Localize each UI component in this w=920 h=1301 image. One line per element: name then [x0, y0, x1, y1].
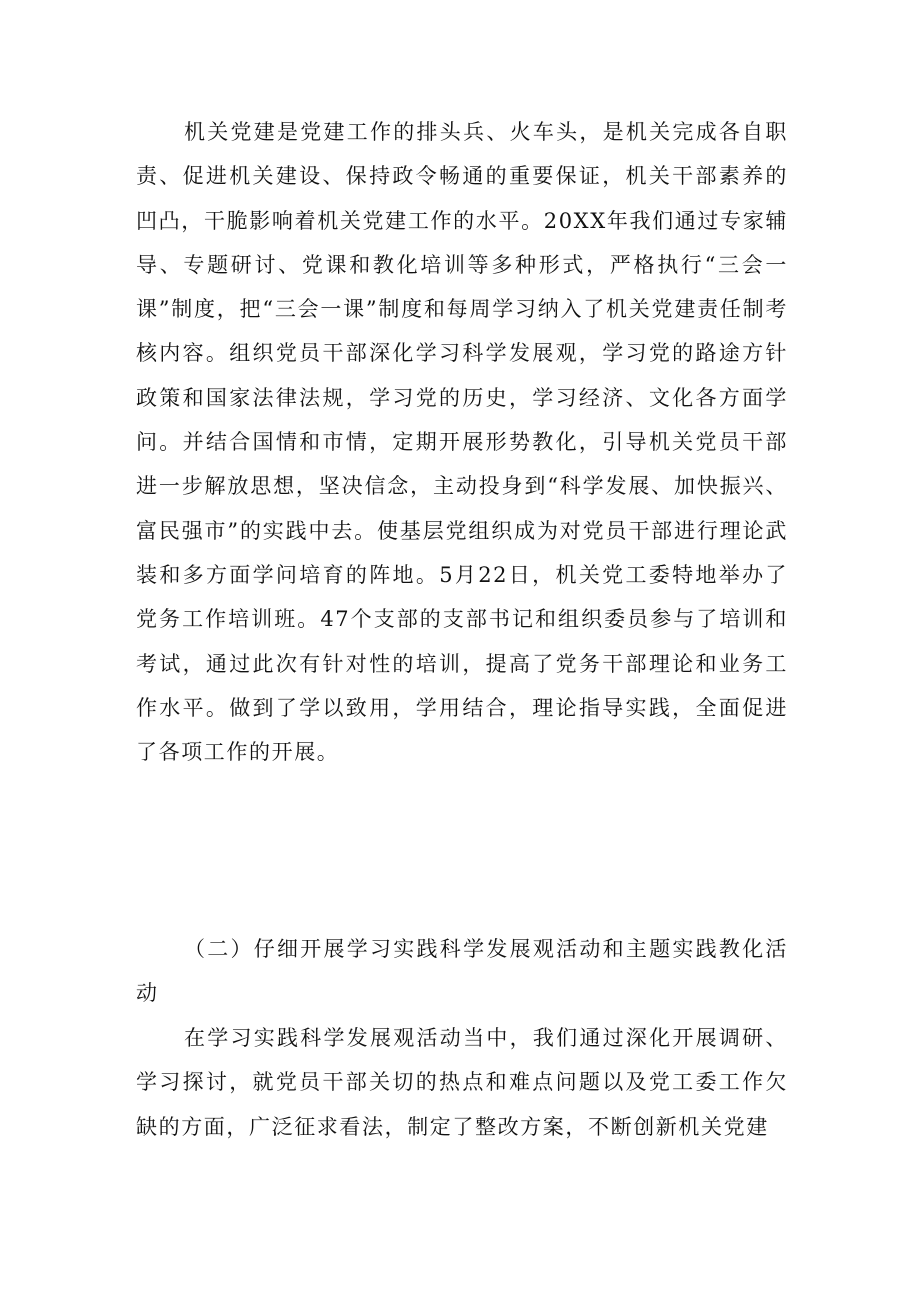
body-paragraph-2: 在学习实践科学发展观活动当中，我们通过深化开展调研、学习探讨，就党员干部关切的热点和难点问题以及党工委工作欠缺的方面，广泛征求看法，制定了整改方案，不断创新机关党建: [136, 1026, 788, 1139]
section-heading: （二）仔细开展学习实践科学发展观活动和主题实践教化活动: [136, 937, 788, 1006]
body-paragraph-1: 机关党建是党建工作的排头兵、火车头，是机关完成各自职责、促进机关建设、保持政令畅通的重要保证，机关干部素养的凹凸，干脆影响着机关党建工作的水平。20XX年我们通过专家辅导、专题研讨、党课和教化培训等多种形式，严格执行“三会一课”制度，把“三会一课”制度和每周学习纳入了机关党建责任制考核内容。组织党员干部深化学习科学发展观，学习党的路途方针政策和国家法律法规，学习党的历史，学习经济、文化各方面学问。并结合国情和市情，定期开展形势教化，引导机关党员干部进一步解放思想，坚决信念，主动投身到“科学发展、加快振兴、富民强市”的实践中去。使基层党组织成为对党员干部进行理论武装和多方面学问培育的阵地。5月22日，机关党工委特地举办了党务工作培训班。47个支部的支部书记和组织委员参与了培训和考试，通过此次有针对性的培训，提高了党务干部理论和业务工作水平。做到了学以致用，学用结合，理论指导实践，全面促进了各项工作的开展。: [136, 120, 788, 765]
